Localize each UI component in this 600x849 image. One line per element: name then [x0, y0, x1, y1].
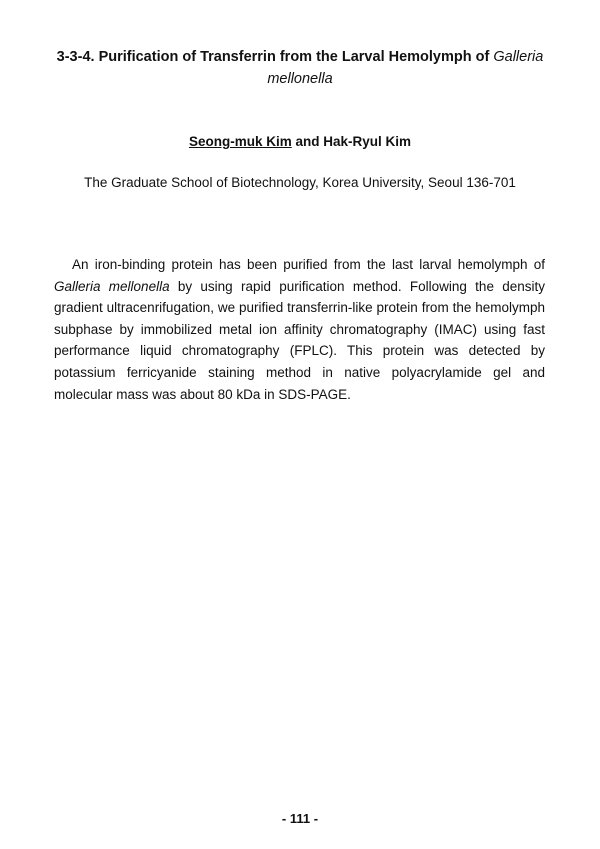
- author-line: [0, 134, 600, 149]
- abstract-paragraph: [54, 254, 545, 405]
- title-text: 3-3-4. Purification of Transferrin from the Larval Hemolymph of: [56, 49, 494, 65]
- affiliation: The Graduate School of Biotechnology, Korea University, Seoul 136-701: [84, 175, 516, 190]
- author-connector: and: [291, 134, 324, 149]
- title-species: Galleria mellonella: [267, 49, 544, 87]
- page-number: - 111 -: [281, 811, 319, 826]
- author-second: Hak-Ryul Kim: [323, 134, 412, 149]
- abstract-part2: by using rapid purification method. Following the density gradient ultracenrifugation, we purified transferrin-like protein from the hemolymph subphase by immobilized metal ion affinity chromatography (IMAC) using fast performance liquid chromatography (FPLC). This protein was detected by potassium ferricyanide staining method in native polyacrylamide gel and molecular mass was about 80 kDa in SDS-PAGE.: [54, 278, 546, 402]
- paper-title: [40, 46, 560, 90]
- author-first: Seong-muk Kim: [188, 134, 292, 149]
- abstract-part1: An iron-binding protein has been purified from the last larval hemolymph of: [72, 257, 545, 272]
- abstract-species: Galleria mellonella: [54, 278, 170, 294]
